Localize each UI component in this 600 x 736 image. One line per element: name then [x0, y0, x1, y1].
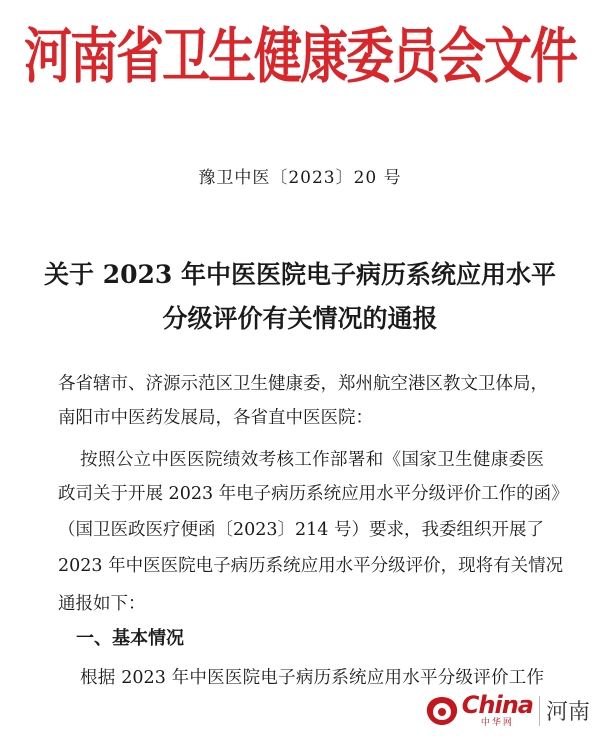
recipients-line-1: 各省辖市、济源示范区卫生健康委，郑州航空港区教文卫体局，: [58, 374, 548, 394]
document-title-line-1: 关于 2023 年中医医院电子病历系统应用水平: [44, 260, 556, 289]
paragraph-2-line-1: 根据 2023 年中医医院电子病历系统应用水平分级评价工作: [80, 668, 544, 688]
recipients-line-2: 南阳市中医药发展局，各省直中医医院：: [58, 408, 373, 428]
paragraph-1-line-1: 按照公立中医医院绩效考核工作部署和《国家卫生健康委医: [80, 450, 544, 470]
watermark-region: 河南: [545, 700, 590, 725]
document-number: 豫卫中医〔2023〕20 号: [198, 168, 402, 188]
section-1-heading: 一、基本情况: [76, 628, 184, 649]
document-title-line-2: 分级评价有关情况的通报: [162, 304, 438, 333]
china-com-watermark: [418, 691, 594, 730]
paragraph-1-line-3: （国卫医政医疗便函〔2023〕214 号）要求，我委组织开展了: [58, 520, 544, 540]
china-com-logo-icon: [422, 694, 462, 728]
watermark-brand: China: [461, 691, 533, 719]
paragraph-1-line-5: 通报如下：: [58, 594, 146, 614]
issuer-masthead: 河南省卫生健康委员会文件: [23, 22, 576, 92]
paragraph-1-line-2: 政司关于开展 2023 年电子病历系统应用水平分级评价工作的函》: [58, 484, 569, 504]
paragraph-1-line-4: 2023 年中医医院电子病历系统应用水平分级评价，现将有关情况: [58, 556, 564, 576]
watermark-sub: 中华网: [480, 718, 514, 728]
watermark-divider: [539, 696, 540, 726]
